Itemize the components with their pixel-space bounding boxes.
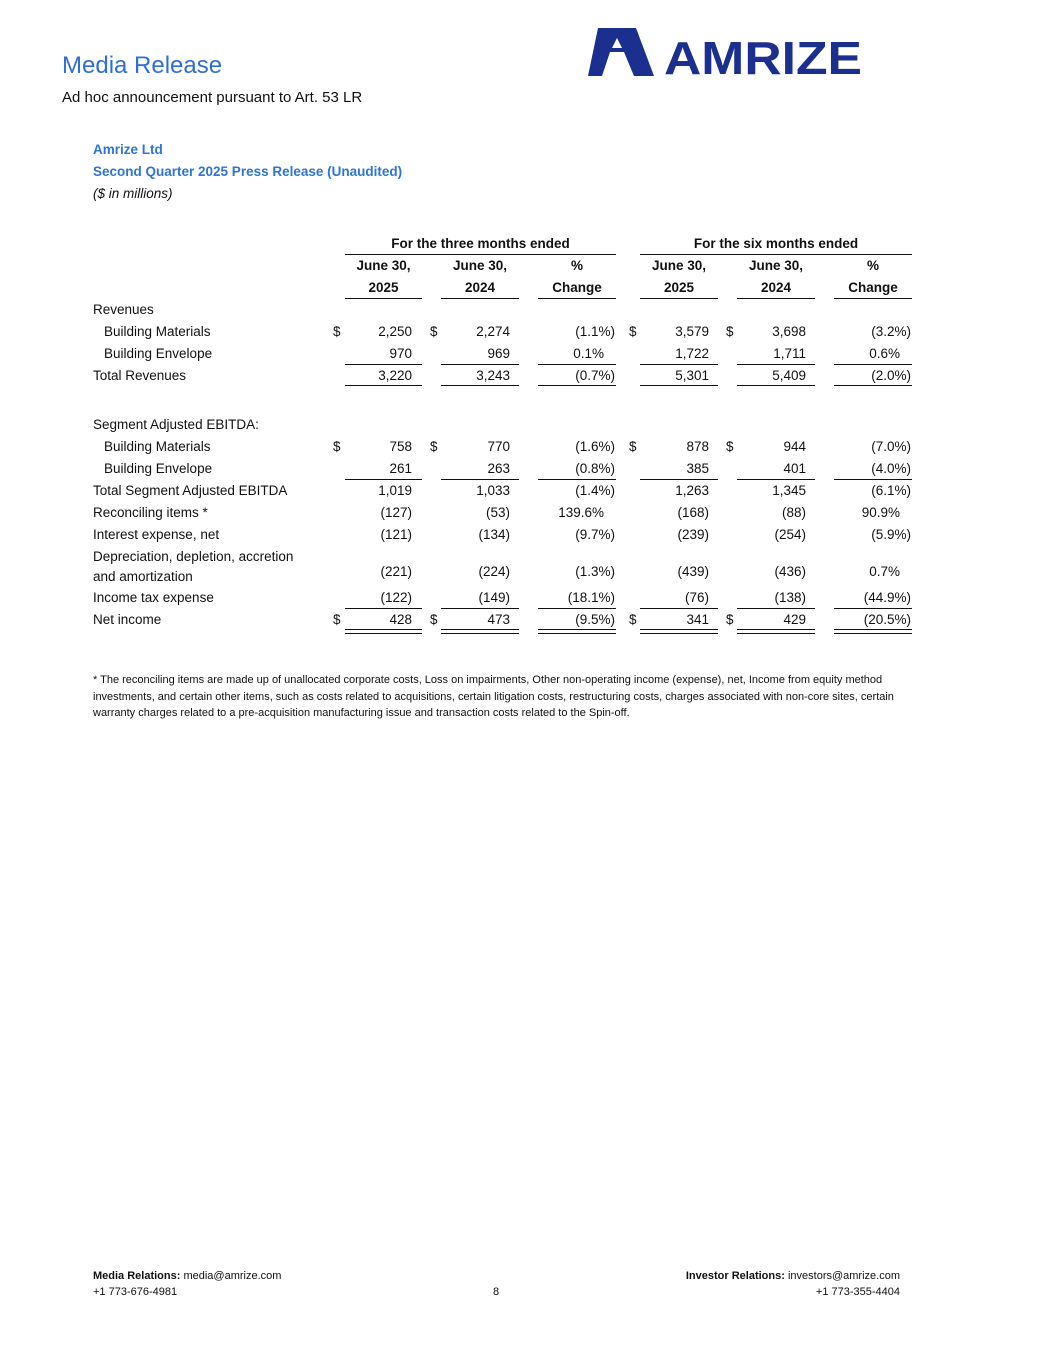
- cell-value: (239): [677, 527, 709, 542]
- column-header: 2024: [464, 280, 496, 295]
- cell-value: (20.5%): [863, 612, 911, 627]
- company-logo: [588, 26, 864, 78]
- cell-value: (0.8%): [575, 461, 615, 476]
- double-underline: [737, 633, 815, 634]
- cell-value: (44.9%): [863, 590, 911, 605]
- page-subtitle: Ad hoc announcement pursuant to Art. 53 LR: [62, 89, 363, 106]
- double-underline: [834, 629, 912, 630]
- cell-value: 3,220: [378, 368, 412, 383]
- cell-value: (149): [478, 590, 510, 605]
- column-header: 2024: [760, 280, 792, 295]
- currency-symbol: $: [430, 612, 438, 627]
- cell-value: (1.3%): [575, 564, 615, 579]
- column-header: %: [570, 258, 583, 273]
- column-header: June 30,: [452, 258, 508, 273]
- cell-value: 385: [686, 461, 709, 476]
- subtotal-line: [345, 364, 422, 365]
- double-underline: [538, 629, 616, 630]
- header-underline: [834, 298, 912, 299]
- cell-value: (439): [677, 564, 709, 579]
- column-header: 2025: [663, 280, 695, 295]
- cell-value: 341: [686, 612, 709, 627]
- group-underline: [345, 254, 616, 255]
- cell-value: (88): [781, 505, 806, 520]
- cell-value: (127): [380, 505, 412, 520]
- currency-symbol: $: [629, 324, 637, 339]
- cell-value: (4.0%): [871, 461, 911, 476]
- cell-value: 770: [487, 439, 510, 454]
- cell-value: 90.9%: [861, 505, 900, 520]
- header-underline: [538, 298, 616, 299]
- total-line: [834, 385, 912, 386]
- report-title: Second Quarter 2025 Press Release (Unaudited): [93, 164, 403, 179]
- double-underline: [640, 629, 718, 630]
- cell-value: (254): [774, 527, 806, 542]
- subtotal-line: [640, 364, 718, 365]
- column-header: 2025: [368, 280, 399, 295]
- cell-value: 263: [487, 461, 510, 476]
- cell-value: (7.0%): [871, 439, 911, 454]
- header-underline: [737, 298, 815, 299]
- cell-value: 473: [487, 612, 510, 627]
- cell-value: 878: [686, 439, 709, 454]
- media-relations-label: Media Relations:: [93, 1270, 181, 1282]
- column-header: June 30,: [651, 258, 707, 273]
- total-line: [538, 385, 616, 386]
- cell-value: (168): [677, 505, 709, 520]
- row-label: and amortization: [93, 569, 193, 584]
- subtotal-line: [538, 608, 616, 609]
- currency-symbol: $: [333, 439, 341, 454]
- page-title: Media Release: [62, 52, 223, 79]
- cell-value: (221): [380, 564, 412, 579]
- subtotal-line: [737, 479, 815, 480]
- cell-value: 429: [783, 612, 806, 627]
- footnote: * The reconciling items are made up of unallocated corporate costs, Loss on impairments, Other non-operating income (expense), net, Income from equity method investments, and certain other items, such as costs related to acquisitions, certain litigation costs, restructuring costs, charges associated with non-core sites, certain warranty charges related to a pre-acquisition manufacturing issue and transaction costs related to the Spin-off.: [93, 674, 894, 719]
- column-header: Change: [848, 280, 898, 295]
- row-label: Building Materials: [104, 439, 211, 454]
- cell-value: 758: [389, 439, 412, 454]
- row-label: Building Envelope: [104, 346, 213, 361]
- cell-value: 139.6%: [558, 505, 604, 520]
- cell-value: 1,263: [675, 483, 709, 498]
- subtotal-line: [538, 364, 616, 365]
- subtotal-line: [834, 479, 912, 480]
- header-underline: [640, 298, 718, 299]
- currency-symbol: $: [726, 612, 734, 627]
- currency-symbol: $: [726, 439, 734, 454]
- logo-a-mark: [588, 28, 654, 76]
- cell-value: 3,698: [772, 324, 806, 339]
- subtotal-line: [538, 479, 616, 480]
- subtotal-line: [640, 479, 718, 480]
- double-underline: [441, 629, 519, 630]
- currency-symbol: $: [430, 439, 438, 454]
- company-name: Amrize Ltd: [93, 142, 163, 157]
- row-label: Total Revenues: [93, 368, 187, 383]
- cell-value: (1.4%): [575, 483, 615, 498]
- subtotal-line: [737, 364, 815, 365]
- subtotal-line: [737, 608, 815, 609]
- header-underline: [345, 298, 422, 299]
- investor-email-link[interactable]: investors@amrize.com: [787, 1270, 900, 1282]
- currency-symbol: $: [629, 439, 637, 454]
- cell-value: 2,274: [476, 324, 510, 339]
- row-label: Total Segment Adjusted EBITDA: [93, 483, 288, 498]
- cell-value: (1.6%): [575, 439, 615, 454]
- page-number: 8: [493, 1286, 500, 1298]
- cell-value: 969: [487, 346, 510, 361]
- double-underline: [345, 629, 422, 630]
- double-underline: [640, 633, 718, 634]
- cell-value: (18.1%): [567, 590, 615, 605]
- cell-value: (0.7%): [575, 368, 615, 383]
- media-email-link[interactable]: media@amrize.com: [183, 1270, 282, 1282]
- cell-value: (121): [380, 527, 412, 542]
- cell-value: 970: [389, 346, 412, 361]
- subtotal-line: [345, 608, 422, 609]
- column-header: June 30,: [748, 258, 804, 273]
- logo-wordmark: AMRIZE: [664, 32, 862, 78]
- units-note: ($ in millions): [93, 186, 173, 201]
- cell-value: 0.6%: [869, 346, 900, 361]
- column-header: %: [866, 258, 879, 273]
- header-underline: [441, 298, 519, 299]
- cell-value: (138): [774, 590, 806, 605]
- cell-value: (436): [774, 564, 806, 579]
- cell-value: 1,345: [772, 483, 806, 498]
- cell-value: (2.0%): [871, 368, 911, 383]
- subtotal-line: [441, 479, 519, 480]
- cell-value: (224): [478, 564, 510, 579]
- double-underline: [737, 629, 815, 630]
- row-label: Segment Adjusted EBITDA:: [93, 417, 259, 432]
- cell-value: 3,243: [476, 368, 510, 383]
- cell-value: 1,711: [773, 346, 806, 361]
- cell-value: (3.2%): [871, 324, 911, 339]
- currency-symbol: $: [333, 324, 341, 339]
- cell-value: 0.1%: [573, 346, 604, 361]
- subtotal-line: [640, 608, 718, 609]
- cell-value: 3,579: [675, 324, 709, 339]
- double-underline: [345, 633, 422, 634]
- investor-phone: +1 773-355-4404: [815, 1286, 900, 1298]
- subtotal-line: [834, 608, 912, 609]
- cell-value: 1,033: [476, 483, 510, 498]
- total-line: [640, 385, 718, 386]
- media-relations: [93, 1270, 281, 1282]
- cell-value: (6.1%): [871, 483, 911, 498]
- subtotal-line: [441, 608, 519, 609]
- subtotal-line: [345, 479, 422, 480]
- investor-relations-label: Investor Relations:: [685, 1270, 785, 1282]
- subtotal-line: [441, 364, 519, 365]
- row-label: Interest expense, net: [93, 527, 220, 542]
- cell-value: 261: [389, 461, 412, 476]
- cell-value: 428: [389, 612, 412, 627]
- row-label: Income tax expense: [93, 590, 214, 605]
- column-header: June 30,: [356, 258, 411, 273]
- double-underline: [538, 633, 616, 634]
- cell-value: (134): [478, 527, 510, 542]
- total-line: [737, 385, 815, 386]
- cell-value: (122): [380, 590, 412, 605]
- double-underline: [441, 633, 519, 634]
- row-label: Building Materials: [104, 324, 211, 339]
- currency-symbol: $: [333, 612, 341, 627]
- cell-value: (9.7%): [575, 527, 615, 542]
- cell-value: (9.5%): [575, 612, 615, 627]
- cell-value: 401: [783, 461, 806, 476]
- row-label: Reconciling items *: [93, 505, 208, 520]
- media-phone: +1 773-676-4981: [93, 1286, 178, 1298]
- group-header-three-months: For the three months ended: [391, 236, 570, 251]
- total-line: [441, 385, 519, 386]
- cell-value: (5.9%): [871, 527, 911, 542]
- total-line: [345, 385, 422, 386]
- cell-value: 5,301: [675, 368, 709, 383]
- cell-value: (1.1%): [575, 324, 615, 339]
- cell-value: (53): [485, 505, 510, 520]
- subtotal-line: [834, 364, 912, 365]
- cell-value: 5,409: [772, 368, 806, 383]
- group-underline: [640, 254, 912, 255]
- currency-symbol: $: [629, 612, 637, 627]
- cell-value: (76): [684, 590, 709, 605]
- column-header: Change: [552, 280, 602, 295]
- group-header-six-months: For the six months ended: [693, 236, 859, 251]
- row-label: Building Envelope: [104, 461, 213, 476]
- currency-symbol: $: [726, 324, 734, 339]
- row-label: Net income: [93, 612, 162, 627]
- cell-value: 2,250: [378, 324, 412, 339]
- double-underline: [834, 633, 912, 634]
- cell-value: 0.7%: [869, 564, 900, 579]
- row-label: Depreciation, depletion, accretion: [93, 549, 294, 564]
- investor-relations: [686, 1270, 900, 1282]
- row-label: Revenues: [93, 302, 154, 317]
- currency-symbol: $: [430, 324, 438, 339]
- cell-value: 944: [783, 439, 806, 454]
- cell-value: 1,019: [378, 483, 412, 498]
- cell-value: 1,722: [675, 346, 709, 361]
